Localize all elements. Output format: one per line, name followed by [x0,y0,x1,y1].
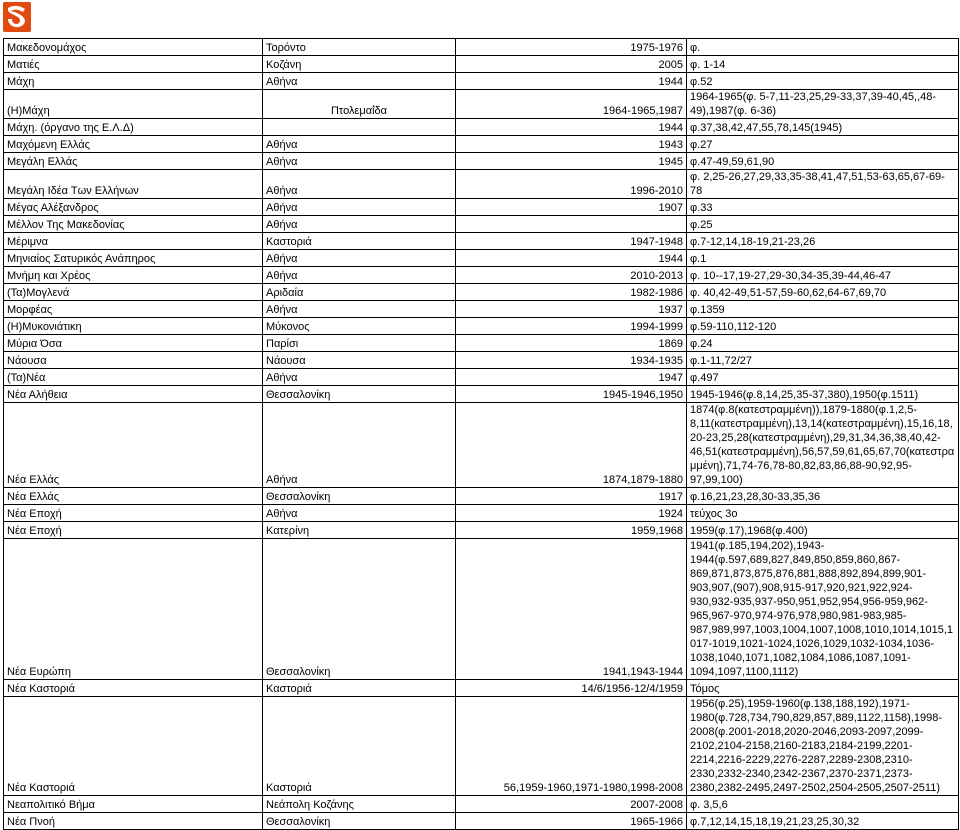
periodical-title: Μάχη. (όργανο της Ε.Λ.Δ) [4,119,263,136]
periodical-title: Νέα Καστοριά [4,697,263,796]
periodical-title: Νέα Ελλάς [4,403,263,488]
table-row [4,796,959,813]
issue-numbers: φ. [687,39,959,56]
issue-numbers: φ. 1-14 [687,56,959,73]
issue-numbers: 1956(φ.25),1959-1960(φ.138,188,192),1971-1980(φ.728,734,790,829,857,889,1122,1158),1998-2008(φ.2001-2018,2020-2046,2093-2097,2099-2102,2104-2158,2160-2183,2184-2199,2201-2214,2216-2229,2276-2287,2289-2308,2310-2330,2332-2340,2342-2367,2370-2371,2373-2380,2382-2495,2497-2502,2504-2505,2507-2511) [687,697,959,796]
publication-city: Καστοριά [263,233,456,250]
publication-years: 1943 [456,136,687,153]
publisher-logo-icon [3,2,31,32]
issue-numbers: φ.27 [687,136,959,153]
issue-numbers: φ. 10--17,19-27,29-30,34-35,39-44,46-47 [687,267,959,284]
table-row [4,56,959,73]
publication-city: Νάουσα [263,352,456,369]
periodical-title: Μέγας Αλέξανδρος [4,199,263,216]
issue-numbers: Τόμος [687,680,959,697]
table-row [4,216,959,233]
publication-years: 1947-1948 [456,233,687,250]
publication-years: 1944 [456,73,687,90]
publication-city: Αθήνα [263,170,456,199]
periodical-title: (Η)Μάχη [4,90,263,119]
issue-numbers: φ.16,21,23,28,30-33,35,36 [687,488,959,505]
table-row [4,318,959,335]
issue-numbers: φ.7-12,14,18-19,21-23,26 [687,233,959,250]
publication-years: 1944 [456,119,687,136]
publication-years: 1937 [456,301,687,318]
publication-city: Αθήνα [263,403,456,488]
periodical-title: Νέα Πνοή [4,813,263,830]
table-row [4,250,959,267]
issue-numbers: φ.497 [687,369,959,386]
publication-years: 56,1959-1960,1971-1980,1998-2008 [456,697,687,796]
publication-city: Αθήνα [263,267,456,284]
table-row [4,73,959,90]
publication-years: 2010-2013 [456,267,687,284]
periodical-title: Μέριμνα [4,233,263,250]
publication-city: Κατερίνη [263,522,456,539]
publication-city: Αθήνα [263,153,456,170]
periodical-title: Νέα Εποχή [4,522,263,539]
publication-city: Κοζάνη [263,56,456,73]
table-row [4,488,959,505]
publication-years: 14/6/1956-12/4/1959 [456,680,687,697]
periodical-title: Μνήμη και Χρέος [4,267,263,284]
issue-numbers: φ.1-11,72/27 [687,352,959,369]
publication-city: Αθήνα [263,369,456,386]
periodical-title: (Τα)Νέα [4,369,263,386]
table-row [4,284,959,301]
publication-years: 1924 [456,505,687,522]
publication-city: Αθήνα [263,136,456,153]
table-row [4,233,959,250]
table-row [4,505,959,522]
table-row [4,267,959,284]
periodical-title: Μηνιαίος Σατυρικός Ανάπηρος [4,250,263,267]
publication-years: 1869 [456,335,687,352]
issue-numbers: φ.33 [687,199,959,216]
issue-numbers: 1945-1946(φ.8,14,25,35-37,380),1950(φ.1511) [687,386,959,403]
issue-numbers: φ. 3,5,6 [687,796,959,813]
periodical-title: Μεγάλη Ελλάς [4,153,263,170]
publication-years: 1996-2010 [456,170,687,199]
publication-years [456,216,687,233]
table-row [4,697,959,796]
publication-city: Αθήνα [263,505,456,522]
issue-numbers: φ.47-49,59,61,90 [687,153,959,170]
periodical-title: Μύρια Όσα [4,335,263,352]
publication-years: 1941,1943-1944 [456,539,687,680]
publication-years: 1982-1986 [456,284,687,301]
issue-numbers: φ.37,38,42,47,55,78,145(1945) [687,119,959,136]
table-row [4,386,959,403]
issue-numbers: 1964-1965(φ. 5-7,11-23,25,29-33,37,39-40,45,,48-49),1987(φ. 6-36) [687,90,959,119]
issue-numbers: φ.25 [687,216,959,233]
table-row [4,813,959,830]
publication-years: 1975-1976 [456,39,687,56]
publication-city: Παρίσι [263,335,456,352]
table-row [4,369,959,386]
publication-years: 1947 [456,369,687,386]
publication-city: Μύκονος [263,318,456,335]
publication-years: 1934-1935 [456,352,687,369]
table-row [4,539,959,680]
publication-city: Πτολεμαΐδα [263,90,456,119]
publication-city: Θεσσαλονίκη [263,813,456,830]
publication-city: Αριδαία [263,284,456,301]
periodical-title: Μαχόμενη Ελλάς [4,136,263,153]
periodical-title: Νεαπολιτικό Βήμα [4,796,263,813]
periodicals-table [3,38,959,830]
table-row [4,119,959,136]
publication-years: 1965-1966 [456,813,687,830]
publication-years: 1917 [456,488,687,505]
table-row [4,90,959,119]
table-row [4,199,959,216]
publication-years: 2007-2008 [456,796,687,813]
issue-numbers: φ.1 [687,250,959,267]
publication-years: 1945 [456,153,687,170]
periodical-title: Ματιές [4,56,263,73]
periodical-title: Νάουσα [4,352,263,369]
issue-numbers: φ. 2,25-26,27,29,33,35-38,41,47,51,53-63,65,67-69-78 [687,170,959,199]
issue-numbers: φ.7,12,14,15,18,19,21,23,25,30,32 [687,813,959,830]
publication-years: 1874,1879-1880 [456,403,687,488]
publication-city: Αθήνα [263,301,456,318]
publication-city: Αθήνα [263,216,456,233]
publication-city: Θεσσαλονίκη [263,488,456,505]
publication-city: Αθήνα [263,73,456,90]
table-row [4,301,959,318]
publication-years: 1994-1999 [456,318,687,335]
issue-numbers: 1959(φ.17),1968(φ.400) [687,522,959,539]
periodical-title: (Τα)Μογλενά [4,284,263,301]
publication-city: Αθήνα [263,250,456,267]
periodical-title: Νέα Εποχή [4,505,263,522]
issue-numbers: φ. 40,42-49,51-57,59-60,62,64-67,69,70 [687,284,959,301]
table-row [4,39,959,56]
publication-years: 1964-1965,1987 [456,90,687,119]
periodical-title: Νέα Αλήθεια [4,386,263,403]
issue-numbers: 1941(φ.185,194,202),1943-1944(φ.597,689,827,849,850,859,860,867-869,871,873,875,876,881,888,892,894,899,901-903,907,(907),908,915-917,920,921,922,924-930,932-935,937-950,951,952,954,956-959,962-965,967-970,974-976,978,980,981-983,985-987,989,997,1003,1004,1007,1008,1010,1014,1015,1017-1019,1021-1024,1026,1029,1032-1034,1036-1038,1040,1071,1082,1084,1086,1087,1091-1094,1097,1100,1112) [687,539,959,680]
table-body [4,39,959,830]
publication-years: 1945-1946,1950 [456,386,687,403]
issue-numbers: 1874(φ.8(κατεστραμμένη)),1879-1880(φ.1,2,5-8,11(κατεστραμμένη),13,14(κατεστραμμένη),15,16,18,20-23,25,28(κατεστραμμένη),29,31,34,36,38,40,42-46,51(κατεστραμμένη),56,57,59,61,65,67,70(κατεστραμμένη),71,74-76,78-80,82,83,86,88-90,92,95-97,99,100) [687,403,959,488]
table-row [4,170,959,199]
issue-numbers: τεύχος 3ο [687,505,959,522]
issue-numbers: φ.1359 [687,301,959,318]
periodical-title: Νέα Ελλάς [4,488,263,505]
table-row [4,680,959,697]
publication-years: 1959,1968 [456,522,687,539]
publication-city [263,119,456,136]
table-row [4,522,959,539]
table-row [4,335,959,352]
publication-city: Αθήνα [263,199,456,216]
publication-city: Θεσσαλονίκη [263,386,456,403]
periodical-title: Μέλλον Της Μακεδονίας [4,216,263,233]
periodical-title: Μεγάλη Ιδέα Των Ελλήνων [4,170,263,199]
publication-city: Νεάπολη Κοζάνης [263,796,456,813]
issue-numbers: φ.52 [687,73,959,90]
publication-city: Τορόντο [263,39,456,56]
publication-years: 1907 [456,199,687,216]
publication-city: Θεσσαλονίκη [263,539,456,680]
table-row [4,136,959,153]
issue-numbers: φ.24 [687,335,959,352]
periodical-title: (Η)Μυκονιάτικη [4,318,263,335]
periodical-title: Νέα Καστοριά [4,680,263,697]
table-row [4,153,959,170]
publication-city: Καστοριά [263,680,456,697]
issue-numbers: φ.59-110,112-120 [687,318,959,335]
periodical-title: Μάχη [4,73,263,90]
publication-years: 1944 [456,250,687,267]
periodical-title: Μορφέας [4,301,263,318]
table-row [4,403,959,488]
table-row [4,352,959,369]
publication-city: Καστοριά [263,697,456,796]
periodical-title: Μακεδονομάχος [4,39,263,56]
periodical-title: Νέα Ευρώπη [4,539,263,680]
publication-years: 2005 [456,56,687,73]
